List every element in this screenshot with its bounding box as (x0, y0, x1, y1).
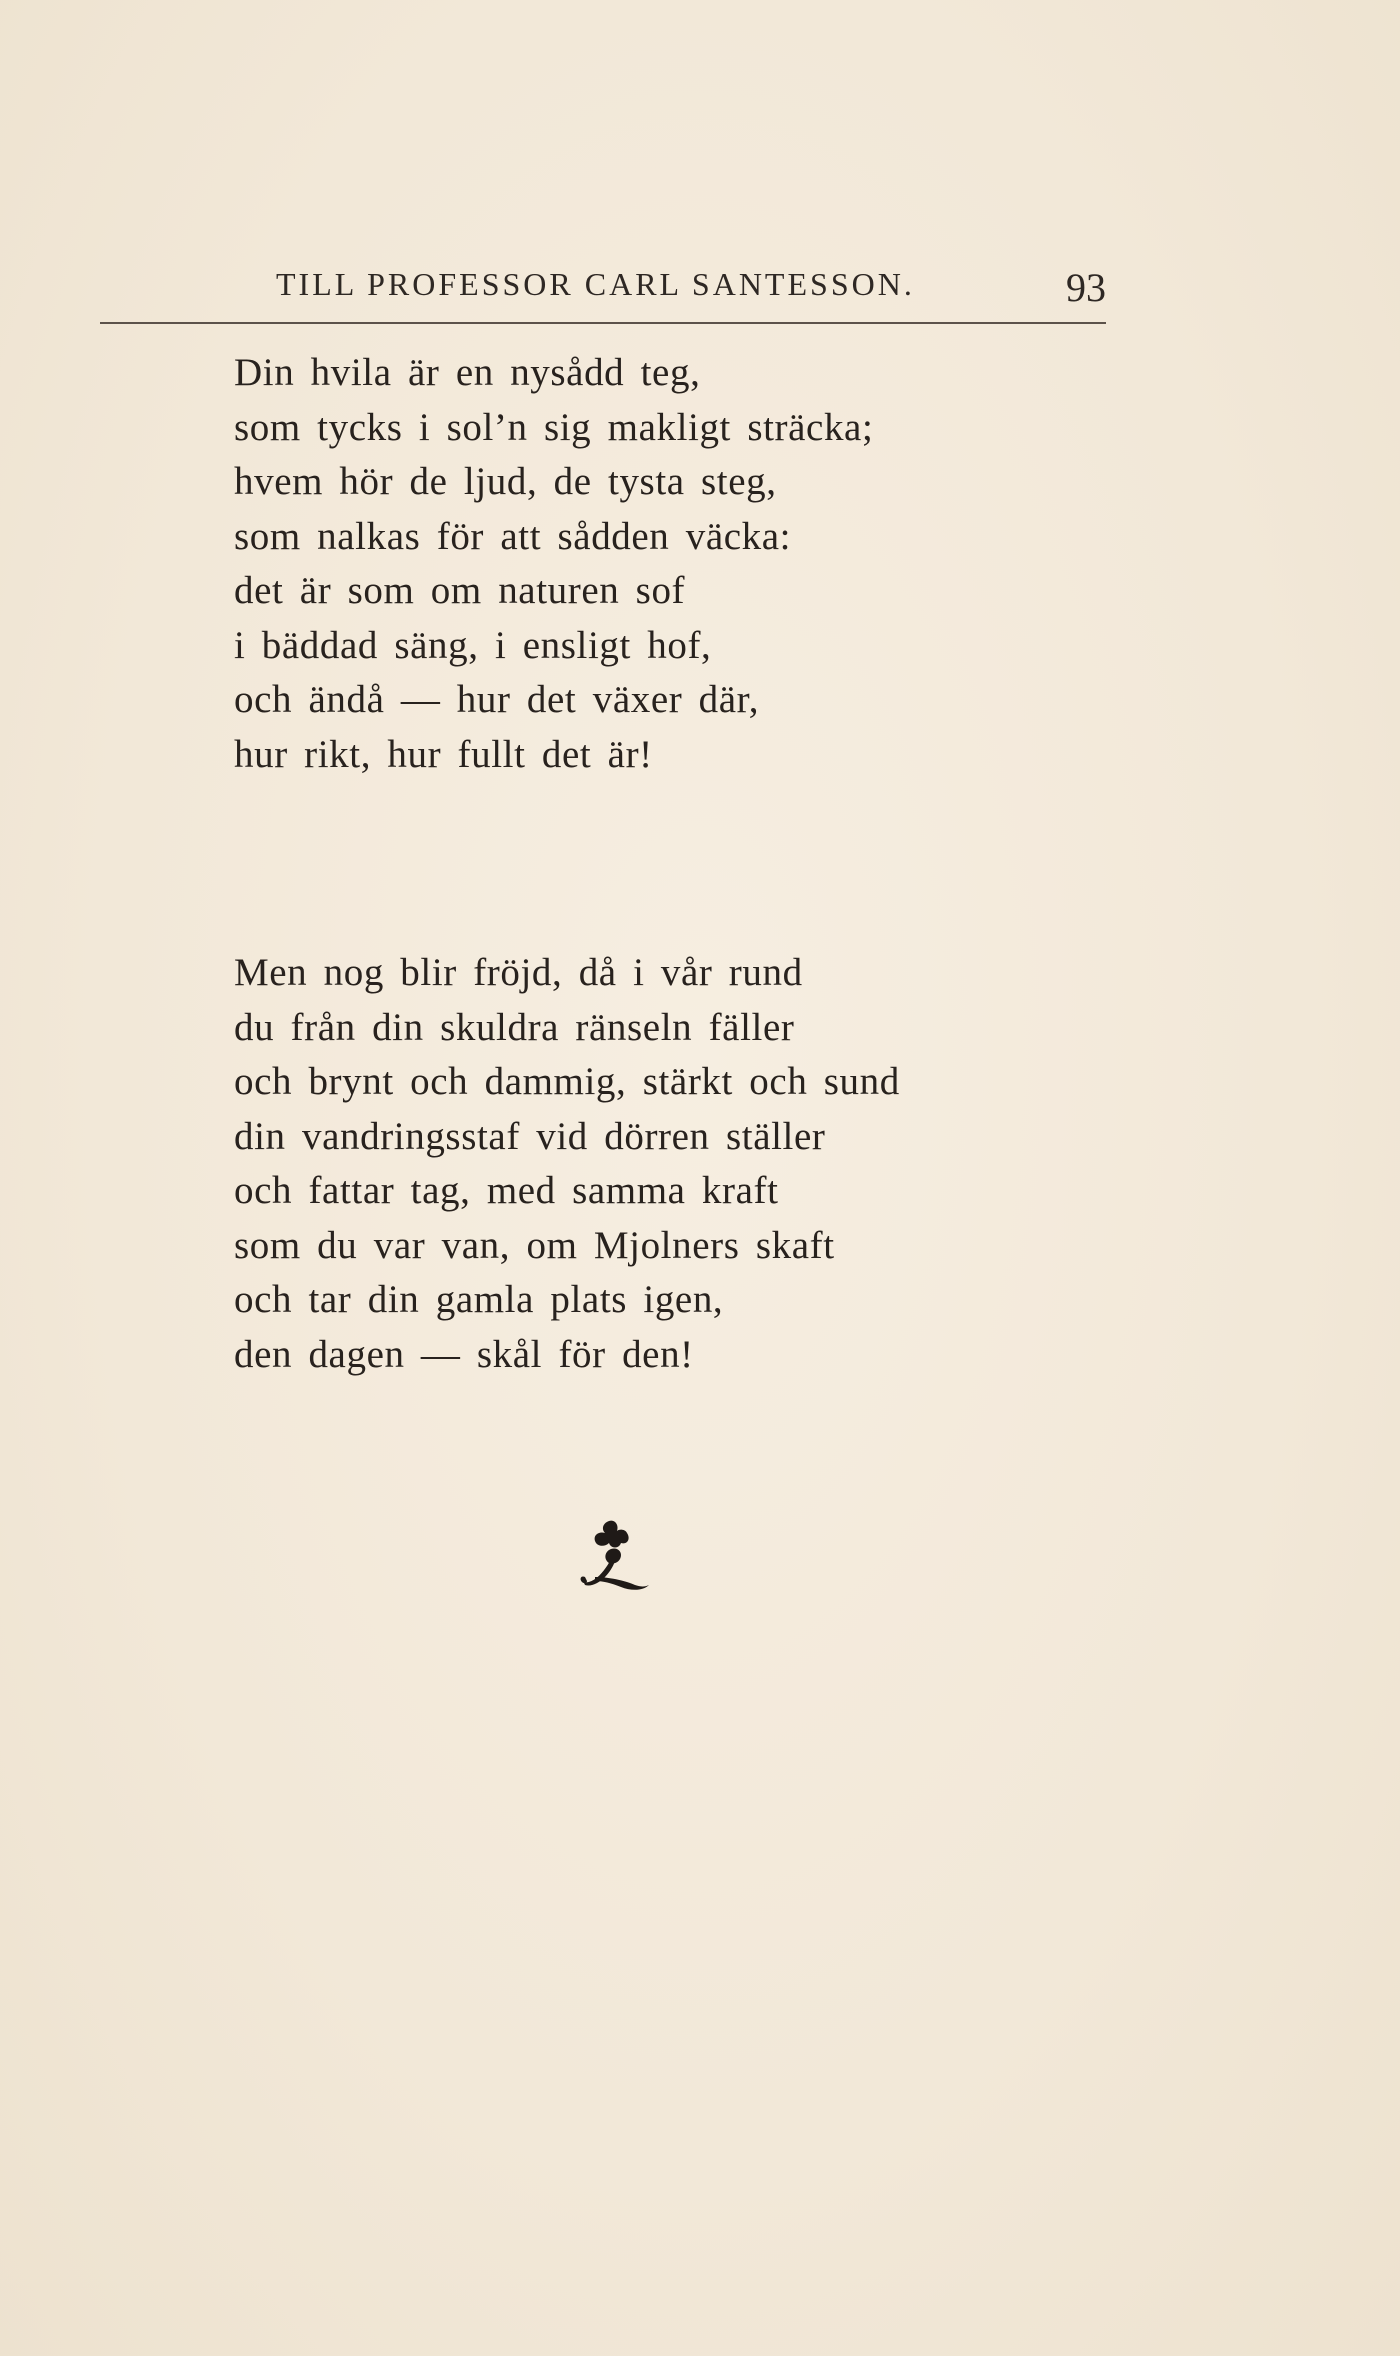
poem-line: din vandringsstaf vid dörren ställer (234, 1114, 826, 1158)
poem-line: Men nog blir fröjd, då i vår rund (234, 951, 803, 994)
poem-line: som tycks i sol’n sig makligt sträcka; (234, 405, 874, 449)
poem-line: den dagen — skål för den! (234, 1332, 694, 1376)
stanza-2 (234, 946, 900, 1382)
stanza-1 (234, 346, 873, 782)
poem-line: hur rikt, hur fullt det är! (234, 732, 653, 776)
poem-line: och tar din gamla plats igen, (234, 1278, 724, 1321)
poem-line: som du var van, om Mjolners skaft (234, 1223, 835, 1267)
header-rule (100, 322, 1106, 324)
poem-line: Din hvila är en nysådd teg, (234, 351, 701, 394)
flower-ornament-icon (565, 1515, 655, 1605)
poem-line: och ändå — hur det växer där, (234, 678, 760, 721)
page-number: 93 (1066, 265, 1106, 310)
page-header (100, 258, 1106, 324)
poem-line: i bäddad säng, i ensligt hof, (234, 623, 712, 667)
poem-line: och fattar tag, med samma kraft (234, 1169, 779, 1212)
poem-line: du från din skuldra ränseln fäller (234, 1005, 795, 1049)
poem-line: som nalkas för att sådden väcka: (234, 514, 792, 558)
poem-line: och brynt och dammig, stärkt och sund (234, 1060, 900, 1103)
poem-line: hvem hör de ljud, de tysta steg, (234, 460, 777, 503)
poem-line: det är som om naturen sof (234, 569, 686, 612)
running-title: TILL PROFESSOR CARL SANTESSON. (276, 266, 915, 302)
